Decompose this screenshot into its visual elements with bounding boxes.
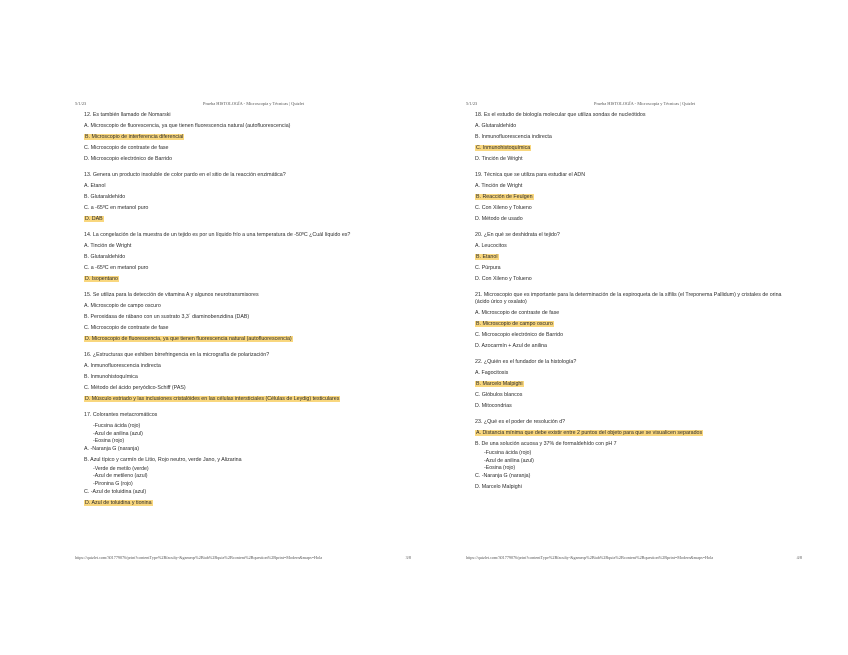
option-a: A. Glutaraldehído [475,123,517,129]
sub-line: -Pironina G (rojo) [93,480,133,487]
question-16 [84,352,411,403]
question-12 [84,112,411,163]
option-c: C. a -65ºC en metanol puro [84,265,149,271]
option-b-highlighted: B. Etanol [476,254,498,260]
question-text: 23. ¿Qué es el poder de resolución d? [475,419,566,425]
option-d: D. Microscopio electrónico de Barrido [84,156,173,162]
option-d: D. Marcelo Malpighi [475,483,522,490]
question-text: 19. Técnica que se utiliza para estudiar el ADN [475,172,586,178]
sub-line: -Azul de anilina (azul) [484,457,534,464]
option-a: A. Tinción de Wright [84,243,132,249]
option-a: A. -Naranja G (naranja) [84,445,140,452]
option-b-highlighted: B. Marcelo Malpighi [476,381,523,387]
question-22 [475,359,802,410]
option-a: A. Microscopio de fluorescencia, ya que tienen fluorescencia natural (autofluorescencia) [84,123,291,129]
option-b: B. Glutaraldehído [84,254,126,260]
option-d-highlighted: D. Microscopio de fluorescencia, ya que tienen fluorescencia natural (autofluorescencia) [85,336,292,342]
option-b-highlighted: B. Microscopio de campo oscuro [476,321,553,327]
question-text: 13. Genera un producto insoluble de color pardo en el sitio de la reacción enzimática? [84,172,286,178]
option-a: A. Inmunofluorescencia indirecta [84,363,161,369]
option-a: A. Tinción de Wright [475,183,523,189]
question-15 [84,292,411,343]
option-a: A. Fagocitosis [475,370,509,376]
question-23 [475,419,802,491]
footer-url: https://quizlet.com/301779076/print?contentType%2Bfaculty-&gameqs%2Btab%2Bquiz%2Bcontent%2Bquestion%2Bprint=Modern&maps=Hola [75,555,323,560]
question-13 [84,172,411,223]
question-20 [475,232,802,283]
option-c: C. Púrpura [475,265,501,271]
question-17 [84,412,411,507]
header-date: 5/1/23 [75,101,87,106]
question-text: 16. ¿Estructuras que exhiben birrefringencia en la micrografía de polarización? [84,352,270,358]
sub-line: -Verde de metilo (verde) [93,465,149,472]
questions [84,112,411,511]
option-a: A. Leucocitos [475,243,507,249]
option-b: B. Glutaraldehído [84,194,126,200]
page-left [75,101,411,560]
option-d-highlighted: D. Azul de toluidina y tionina [85,499,152,506]
option-b: B. Inmunohistoquímica [84,374,138,380]
option-b-highlighted: B. Reacción de Feulgen [476,194,533,200]
question-21 [475,292,802,350]
option-d: D. Tinción de Wright [475,156,523,162]
option-d: D. Mitocondrias [475,403,512,409]
option-b: B. De una solución acuosa y 37% de formaldehído con pH 7 [475,441,617,447]
option-c: C. Con Xileno y Tolueno [475,205,532,211]
option-c: C. -Azul de toluidina (azul) [84,488,147,495]
question-14 [84,232,411,283]
option-a-highlighted: A. Distancia mínima que debe existir entre 2 puntos del objeto para que se visualicen separados [476,430,703,436]
question-text: 17. Colorantes metacromáticos [84,412,158,418]
footer-page-number: 4/8 [796,555,802,560]
option-b: B. Azul típico y carmín de Litio, Rojo neutro, verde Jano, y Alizarina [84,456,242,463]
option-d: D. Azocarmín + Azul de anilina [475,343,547,349]
question-text: 22. ¿Quién es el fundador de la histología? [475,359,577,365]
option-c: C. Glóbulos blancos [475,392,523,398]
sub-line: -Azul de metileno (azul) [93,473,148,480]
question-text: 20. ¿En qué se deshidrata el tejido? [475,232,560,238]
header-title: Prueba HISTOLOGÍA - Microscopía y Técnicas | Quizlet [594,101,696,106]
option-b: B. Inmunofluorescencia indirecta [475,134,552,140]
footer-page-number: 3/8 [405,555,411,560]
option-c: C. Microscopio electrónico de Barrido [475,332,564,338]
option-c: C. Método del ácido peryódico-Schiff (PAS) [84,385,186,391]
sub-line: -Azul de anilina (azul) [93,430,143,437]
header-title: Prueba HISTOLOGÍA - Microscopía y Técnicas | Quizlet [203,101,305,106]
option-d-highlighted: D. Isopentano [85,276,118,282]
option-d-highlighted: D. DAB [85,216,103,222]
option-d: D. Con Xileno y Tolueno [475,276,532,282]
footer-url: https://quizlet.com/301779076/print?contentType%2Bfaculty-&gameqs%2Btab%2Bquiz%2Bcontent%2Bquestion%2Bprint=Modern&maps=Hola [466,555,714,560]
option-a: A. Etanol [84,183,106,189]
option-b: B. Peroxidasa de rábano con un sustrato 3,3´ diaminobenzidina (DAB) [84,314,250,320]
option-d: D. Método de usado [475,216,523,222]
option-c: C. Microscopio de contraste de fase [84,325,169,331]
page-right [466,101,802,560]
question-19 [475,172,802,223]
questions [475,112,802,495]
question-text: 15. Se utiliza para la detección de vitamina A y algunos neurotransmisores [84,292,259,298]
option-c: C. Microscopio de contraste de fase [84,145,169,151]
option-b-highlighted: B. Microscopio de interferencia diferencial [85,134,184,140]
option-c-highlighted: C. Inmunohistoquímica [476,145,531,151]
sub-line: -Fucsina ácida (rojo) [93,423,141,429]
question-text: 14. La congelación de la muestra de un tejido es por un líquido frío a una temperatura de -50ºC ¿Cuál líquido es? [84,232,351,238]
option-a: A. Microscopio de contraste de fase [475,310,560,316]
sub-line: -Fucsina ácida (rojo) [484,450,532,456]
sub-line: -Eosina (rojo) [93,438,125,445]
question-text: 12. Es también llamado de Nomarski [84,112,171,118]
question-text: 18. Es el estudio de biología molecular que utiliza sondas de nucleótidos [475,112,646,118]
sub-line: -Eosina (rojo) [484,465,516,472]
header-date: 5/1/23 [466,101,478,106]
option-d-highlighted: D. Músculo estriado y las inclusiones cristalóides en las células intersticiales (Células de Leydig) testiculares [85,396,340,402]
option-c: C. -Naranja G (naranja) [475,472,531,479]
option-a: A. Microscopio de campo oscuro [84,303,161,309]
question-text: 21. Microscopio que es importante para la determinación de la espiroqueta de la sífilis (el Treponema Pallidum) y cristales de orina (ácido úrico y oxalato) [475,292,782,305]
question-18 [475,112,802,163]
option-c: C. a -65ºC en metanol puro [84,205,149,211]
